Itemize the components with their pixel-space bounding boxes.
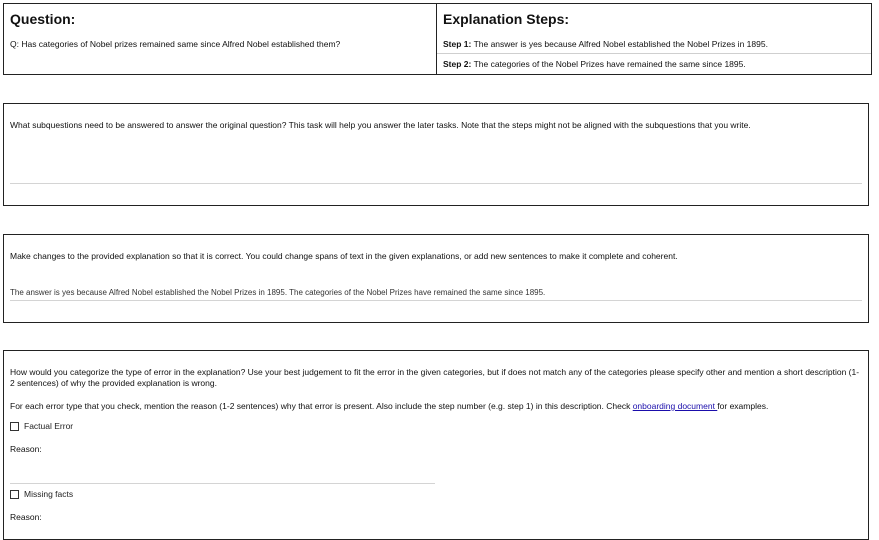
question-heading: Question: (10, 11, 76, 27)
subquestions-input-underline (10, 183, 862, 184)
missing-facts-label: Missing facts (24, 489, 74, 499)
step-text: The categories of the Nobel Prizes have remained the same since 1895. (473, 59, 746, 69)
explanation-step-2 (443, 59, 746, 69)
factual-error-checkbox[interactable] (10, 422, 19, 431)
question-explanation-panel (3, 3, 872, 75)
onboarding-document-link[interactable]: onboarding document (632, 401, 718, 411)
explanation-column (437, 4, 871, 74)
factual-error-reason-label: Reason: (10, 444, 42, 454)
missing-facts-reason-label: Reason: (10, 512, 42, 522)
factual-error-option[interactable] (10, 421, 73, 431)
edit-explanation-panel (3, 234, 869, 323)
step-divider (437, 53, 871, 54)
edit-explanation-input[interactable]: The answer is yes because Alfred Nobel established the Nobel Prizes in 1895. The categories of the Nobel Prizes have remained the same since 1895. (10, 288, 546, 297)
step-label: Step 1: (443, 39, 472, 49)
subquestions-panel (3, 103, 869, 206)
factual-error-label: Factual Error (24, 421, 74, 431)
question-column (4, 4, 437, 74)
error-category-prompt: How would you categorize the type of error in the explanation? Use your best judgement to fit the error in the given categories, but if does not match any of the categories please specify other and mention a short description (1-2 sentences) of why the provided explanation is wrong. (10, 367, 860, 388)
edit-explanation-underline (10, 300, 862, 301)
instruction-text: For each error type that you check, mention the reason (1-2 sentences) why that error is present. Also include the step number (e.g. step 1) in this description. Check (10, 401, 633, 411)
factual-error-reason-underline (10, 483, 435, 484)
question-text: Q: Has categories of Nobel prizes remained same since Alfred Nobel established them? (10, 39, 341, 49)
missing-facts-checkbox[interactable] (10, 490, 19, 499)
explanation-step-1 (443, 39, 768, 49)
instruction-suffix: for examples. (717, 401, 769, 411)
error-category-panel (3, 350, 869, 540)
subquestions-prompt: What subquestions need to be answered to answer the original question? This task will help you answer the later tasks. Note that the steps might not be aligned with the subquestions that you write. (10, 120, 751, 130)
factual-error-reason-input[interactable] (10, 456, 435, 482)
step-text: The answer is yes because Alfred Nobel established the Nobel Prizes in 1895. (473, 39, 768, 49)
error-category-instruction (10, 401, 768, 412)
edit-explanation-prompt: Make changes to the provided explanation so that it is correct. You could change spans of text in the given explanations, or add new sentences to make it complete and coherent. (10, 251, 678, 261)
subquestions-input[interactable] (10, 144, 862, 182)
missing-facts-option[interactable] (10, 489, 73, 499)
step-label: Step 2: (443, 59, 472, 69)
explanation-heading: Explanation Steps: (443, 11, 570, 27)
